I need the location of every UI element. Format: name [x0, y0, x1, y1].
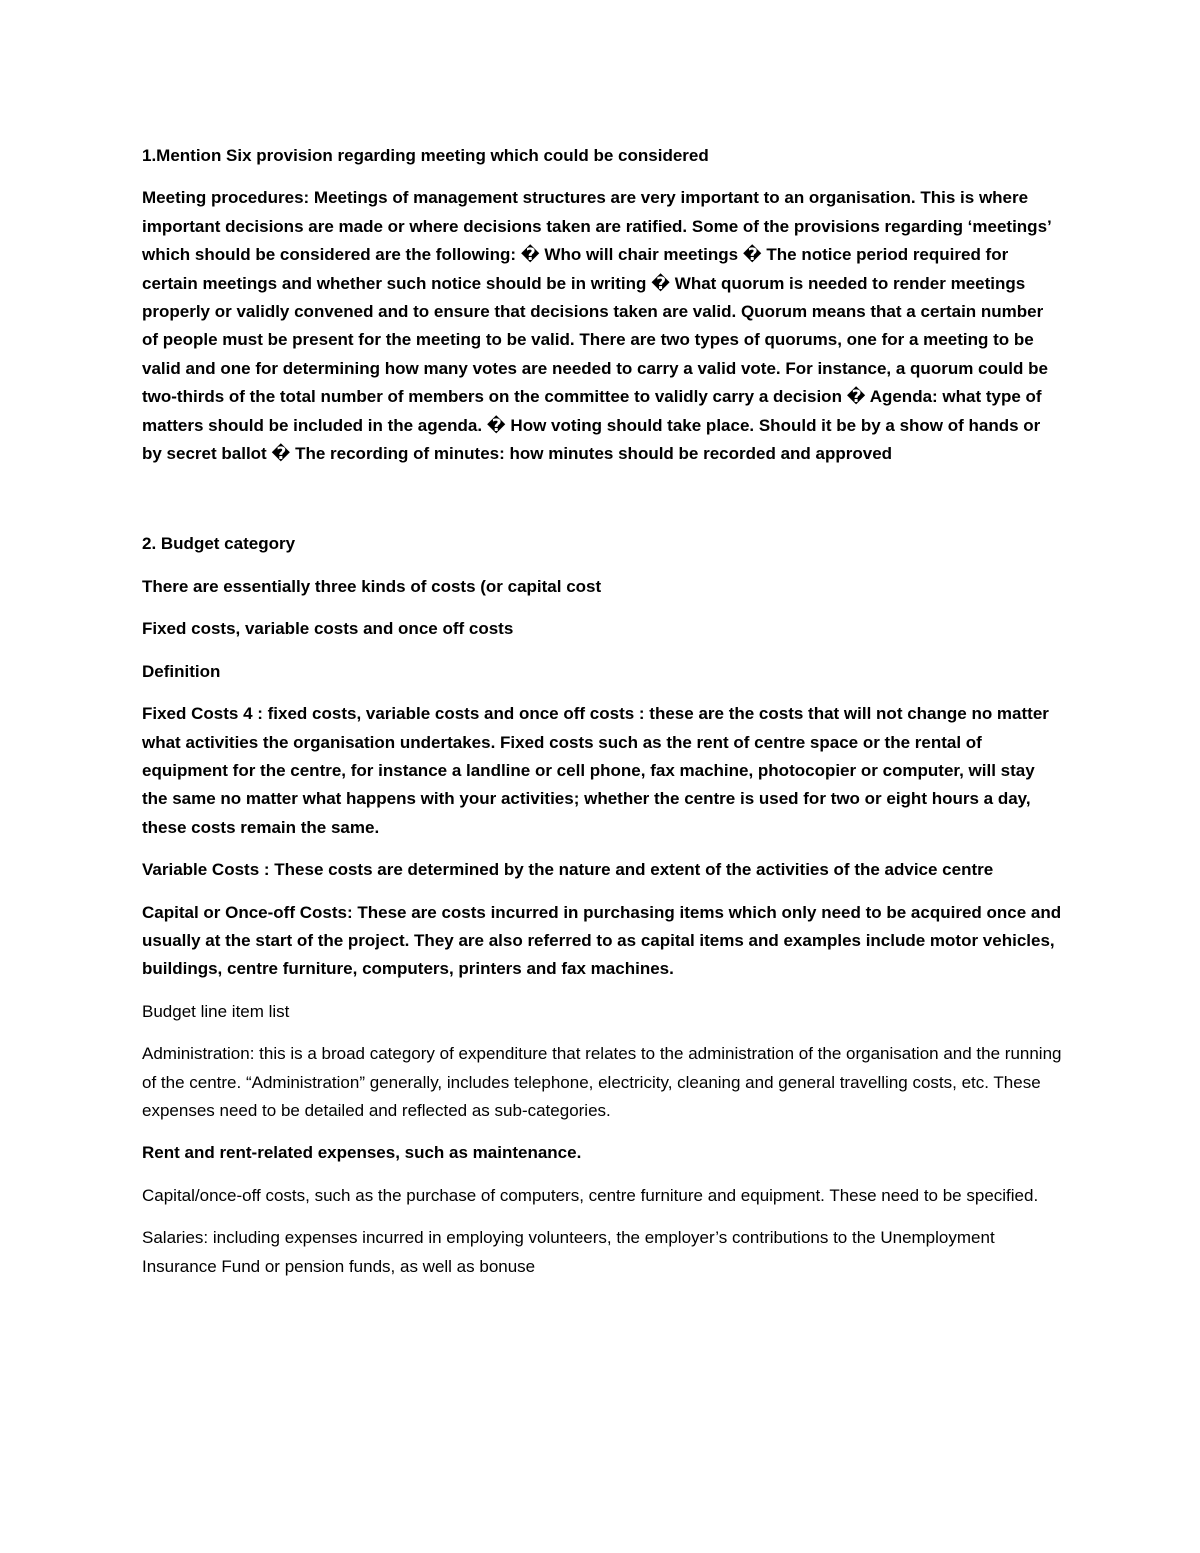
rent-paragraph: Rent and rent-related expenses, such as maintenance.	[142, 1143, 582, 1163]
section-2-heading: 2. Budget category	[142, 534, 296, 554]
fixed-costs-paragraph: Fixed Costs 4 : fixed costs, variable costs and once off costs : these are the costs that will not change no matter what activities the organisation undertakes. Fixed costs such as the rent of centre space or the rental of equipment for the centre, for instance a landline or cell phone, fax machine, photocopier or computer, will stay the same no matter what happens with your activities; whether the centre is used for two or eight hours a day, these costs remain the same.	[142, 704, 1049, 837]
capital-items-paragraph: Capital/once-off costs, such as the purchase of computers, centre furniture and equipment. These need to be specified.	[142, 1185, 1039, 1205]
definition-label: Definition	[142, 661, 221, 681]
capital-costs-paragraph: Capital or Once-off Costs: These are costs incurred in purchasing items which only need to be acquired once and usually at the start of the project. They are also referred to as capital items and examples include motor vehicles, buildings, centre furniture, computers, printers and fax machines.	[142, 902, 1062, 979]
salaries-paragraph: Salaries: including expenses incurred in employing volunteers, the employer’s contributions to the Unemployment Insurance Fund or pension funds, as well as bonuse	[142, 1228, 995, 1276]
line-item-list-title: Budget line item list	[142, 1001, 290, 1021]
meeting-procedures-paragraph: Meeting procedures: Meetings of management structures are very important to an organisation. This is where important decisions are made or where decisions taken are ratified. Some of the provisions regarding ‘meetings’ which should be considered are the following: � Who will chair meetings � The notice period required for certain meetings and whether such notice should be in writing � What quorum is needed to render meetings properly or validly convened and to ensure that decisions taken are valid. Quorum means that a certain number of people must be present for the meeting to be valid. There are two types of quorums, one for a meeting to be valid and one for determining how many votes are needed to carry a valid vote. For instance, a quorum could be two-thirds of the total number of members on the committee to validly carry a decision � Agenda: what type of matters should be included in the agenda. � How voting should take place. Should it be by a show of hands or by secret ballot � The recording of minutes: how minutes should be recorded and approved	[142, 188, 1051, 464]
document-body	[142, 142, 1062, 1295]
cost-kinds-paragraph: There are essentially three kinds of costs (or capital cost	[142, 576, 602, 596]
administration-paragraph: Administration: this is a broad category of expenditure that relates to the administration of the organisation and the running of the centre. “Administration” generally, includes telephone, electricity, cleaning and general travelling costs, etc. These expenses need to be detailed and reflected as sub-categories.	[142, 1044, 1062, 1120]
cost-kinds-list: Fixed costs, variable costs and once off costs	[142, 619, 514, 639]
section-spacer	[142, 482, 1062, 530]
section-1-heading: 1.Mention Six provision regarding meeting which could be considered	[142, 146, 709, 165]
variable-costs-paragraph: Variable Costs : These costs are determined by the nature and extent of the activities of the advice centre	[142, 860, 994, 880]
